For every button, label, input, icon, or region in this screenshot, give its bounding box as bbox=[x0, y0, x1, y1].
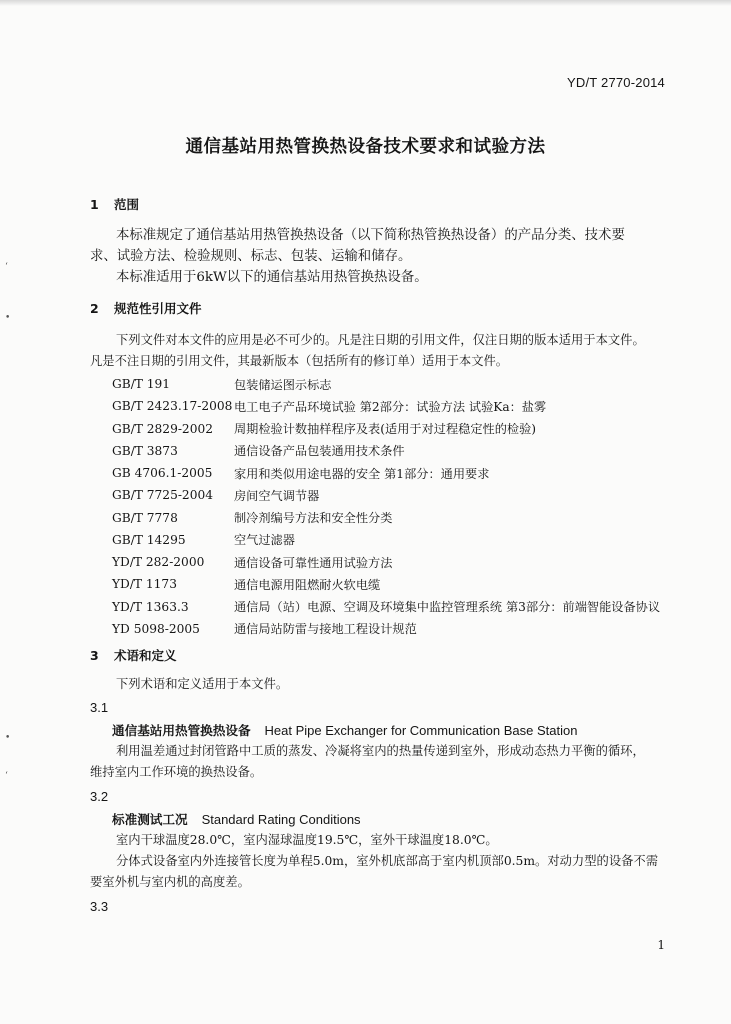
section-heading-references bbox=[90, 299, 202, 317]
margin-mark: • bbox=[5, 733, 11, 743]
reference-code: YD 5098-2005 bbox=[112, 621, 200, 636]
reference-item bbox=[112, 618, 660, 640]
text-line: 下列术语和定义适用于本文件。 bbox=[116, 677, 289, 691]
margin-mark: ‘ bbox=[5, 262, 8, 272]
document-title: 通信基站用热管换热设备技术要求和试验方法 bbox=[185, 137, 546, 157]
reference-title: 家用和类似用途电器的安全 第1部分：通用要求 bbox=[234, 466, 490, 481]
margin-mark: • bbox=[5, 313, 11, 323]
reference-code: YD/T 1363.3 bbox=[112, 599, 189, 614]
reference-title: 空气过滤器 bbox=[234, 533, 295, 548]
reference-item bbox=[112, 507, 660, 529]
text-line: 本标准规定了通信基站用热管换热设备（以下简称热管换热设备）的产品分类、技术要 bbox=[116, 228, 625, 243]
reference-item bbox=[112, 551, 660, 573]
text-line: 求、试验方法、检验规则、标志、包装、运输和储存。 bbox=[90, 249, 412, 264]
document-code: YD/T 2770-2014 bbox=[567, 75, 665, 90]
reference-list bbox=[112, 373, 660, 640]
reference-item bbox=[112, 395, 660, 417]
term-heading bbox=[112, 720, 577, 739]
reference-title: 通信设备产品包装通用技术条件 bbox=[234, 444, 405, 459]
term-definition bbox=[90, 830, 665, 893]
reference-code: GB/T 14295 bbox=[112, 532, 186, 547]
section-number: 3 bbox=[90, 648, 99, 663]
text-line: 下列文件对本文件的应用是必不可少的。凡是注日期的引用文件，仅注日期的版本适用于本文件。 bbox=[116, 333, 645, 347]
scope-paragraph bbox=[90, 225, 665, 288]
term-definition bbox=[90, 741, 665, 783]
section-number: 2 bbox=[90, 301, 99, 316]
reference-item bbox=[112, 418, 660, 440]
section-number: 1 bbox=[90, 197, 99, 212]
reference-code: YD/T 282-2000 bbox=[112, 555, 205, 570]
term-zh: 标准测试工况 bbox=[112, 812, 188, 827]
references-intro bbox=[90, 330, 665, 372]
clause-number: 3.2 bbox=[90, 789, 109, 804]
text-line: 要室外机与室内机的高度差。 bbox=[90, 875, 250, 889]
section-title: 术语和定义 bbox=[114, 648, 177, 663]
term-heading bbox=[112, 809, 361, 828]
text-line: 利用温差通过封闭管路中工质的蒸发、冷凝将室内的热量传递到室外，形成动态热力平衡的循环， bbox=[116, 744, 645, 758]
reference-item bbox=[112, 440, 660, 462]
reference-item bbox=[112, 462, 660, 484]
scan-edge bbox=[0, 0, 731, 6]
text-line: 室内干球温度28.0℃，室内湿球温度19.5℃，室外干球温度18.0℃。 bbox=[116, 833, 498, 847]
reference-item bbox=[112, 596, 660, 618]
term-en: Heat Pipe Exchanger for Communication Base Station bbox=[264, 723, 578, 738]
reference-title: 通信局站防雷与接地工程设计规范 bbox=[234, 622, 417, 637]
reference-title: 通信设备可靠性通用试验方法 bbox=[234, 555, 393, 570]
clause-number: 3.3 bbox=[90, 899, 109, 914]
reference-item bbox=[112, 573, 660, 595]
section-title: 范围 bbox=[114, 197, 140, 212]
section-heading-terms bbox=[90, 646, 177, 664]
reference-title: 房间空气调节器 bbox=[234, 488, 320, 503]
reference-item bbox=[112, 373, 660, 395]
reference-title: 通信局（站）电源、空调及环境集中监控管理系统 第3部分：前端智能设备协议 bbox=[234, 600, 661, 615]
terms-intro bbox=[90, 674, 665, 695]
reference-code: GB/T 3873 bbox=[112, 443, 178, 458]
reference-title: 包装储运图示标志 bbox=[234, 377, 332, 392]
reference-title: 通信电源用阻燃耐火软电缆 bbox=[234, 577, 381, 592]
reference-item bbox=[112, 529, 660, 551]
reference-title: 电工电子产品环境试验 第2部分：试验方法 试验Ka：盐雾 bbox=[234, 399, 547, 414]
term-zh: 通信基站用热管换热设备 bbox=[112, 723, 251, 738]
reference-code: GB/T 2829-2002 bbox=[112, 421, 213, 436]
section-title: 规范性引用文件 bbox=[114, 301, 202, 316]
reference-code: GB/T 7725-2004 bbox=[112, 488, 213, 503]
reference-code: YD/T 1173 bbox=[112, 577, 177, 592]
margin-mark: ‘ bbox=[5, 771, 8, 781]
reference-code: GB/T 191 bbox=[112, 377, 171, 392]
term-en: Standard Rating Conditions bbox=[201, 812, 361, 827]
text-line: 凡是不注日期的引用文件，其最新版本（包括所有的修订单）适用于本文件。 bbox=[90, 354, 509, 368]
reference-title: 制冷剂编号方法和安全性分类 bbox=[234, 511, 393, 526]
reference-code: GB/T 7778 bbox=[112, 510, 178, 525]
reference-code: GB 4706.1-2005 bbox=[112, 466, 213, 481]
reference-code: GB/T 2423.17-2008 bbox=[112, 399, 233, 414]
clause-number: 3.1 bbox=[90, 700, 109, 715]
text-line: 本标准适用于6kW以下的通信基站用热管换热设备。 bbox=[116, 270, 428, 285]
reference-title: 周期检验计数抽样程序及表(适用于对过程稳定性的检验) bbox=[234, 422, 537, 437]
page-number: 1 bbox=[657, 938, 665, 952]
reference-item bbox=[112, 484, 660, 506]
section-heading-scope bbox=[90, 195, 139, 213]
text-line: 维持室内工作环境的换热设备。 bbox=[90, 765, 263, 779]
text-line: 分体式设备室内外连接管长度为单程5.0m，室外机底部高于室内机顶部0.5m。对动力型的设备不需 bbox=[116, 854, 659, 868]
